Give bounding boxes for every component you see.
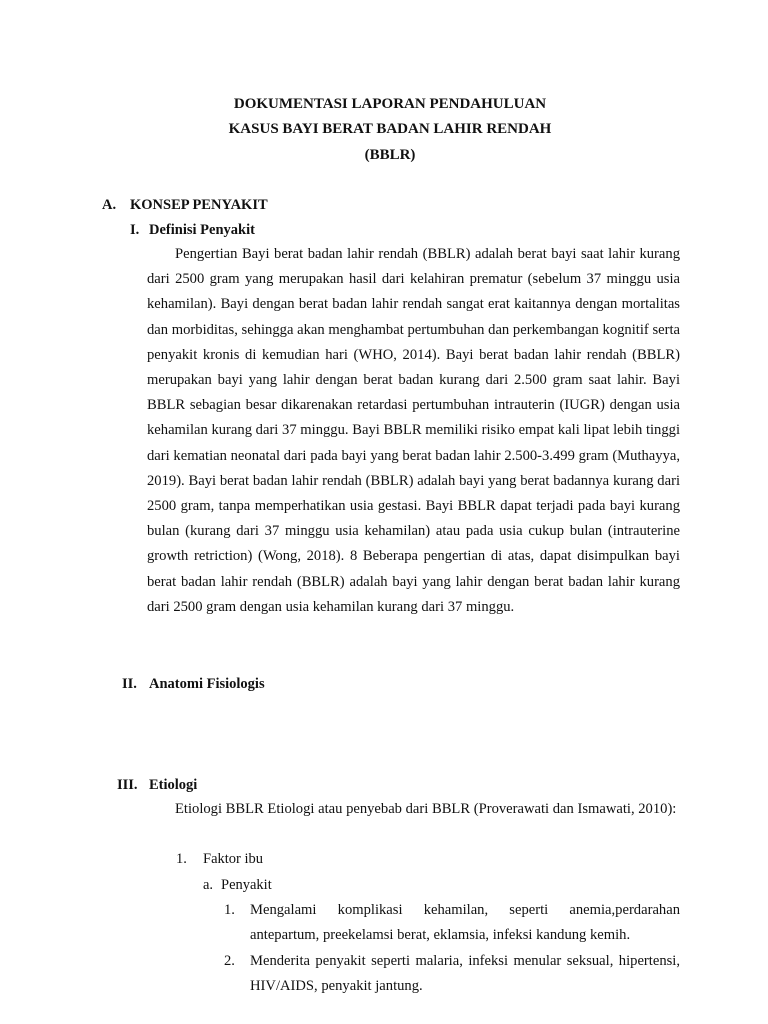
point-2-marker: 2. [224, 953, 235, 969]
subsection-3-title: Etiologi [149, 777, 198, 793]
document-title-line-3: (BBLR) [364, 147, 416, 163]
list-item-1-marker: 1. [176, 851, 187, 867]
subsection-2-title: Anatomi Fisiologis [149, 676, 265, 692]
section-a-marker: A. [102, 197, 117, 213]
point-2-text: Menderita penyakit seperti malaria, infeksi menular seksual, hipertensi, HIV/AIDS, penyakit jantung. [250, 953, 680, 994]
list-item-a-label: Penyakit [221, 877, 272, 893]
definition-paragraph: Pengertian Bayi berat badan lahir rendah (BBLR) adalah berat bayi saat lahir kurang dari 2500 gram yang merupakan hasil dari kelahiran prematur (sebelum 37 minggu usia kehamilan). Bayi dengan berat badan lahir rendah sangat erat kaitannya dengan mortalitas dan morbiditas, sehingga akan menghambat pertumbuhan dan perkembangan kognitif serta penyakit kronis di kemudian hari (WHO, 2014). Bayi berat badan lahir rendah (BBLR) merupakan bayi yang lahir dengan berat badan kurang dari 2.500 gram saat lahir. Bayi BBLR sebagian besar dikarenakan retardasi pertumbuhan intrauterin (IUGR) dengan usia kehamilan kurang dari 37 minggu. Bayi BBLR memiliki risiko empat kali lipat lebih tinggi dari kematian neonatal dari pada bayi yang berat badan lahir 2.500-3.499 gram (Muthayya, 2019). Bayi berat badan lahir rendah (BBLR) adalah bayi yang berat badannya kurang dari 2500 gram, tanpa memperhatikan usia gestasi. Bayi BBLR dapat terjadi pada bayi kurang bulan (kurang dari 37 minggu usia kehamilan) atau pada usia cukup bulan (intrauterine growth retriction) (Wong, 2018). 8 Beberapa pengertian di atas, dapat disimpulkan bayi berat badan lahir rendah (BBLR) adalah bayi yang lahir dengan berat badan lahir kurang dari 2500 gram dengan usia kehamilan kurang dari 37 minggu. [147, 246, 680, 615]
etiology-paragraph: Etiologi BBLR Etiologi atau penyebab dari BBLR (Proverawati dan Ismawati, 2010): [175, 801, 677, 817]
subsection-3-marker: III. [117, 777, 138, 793]
document-title-line-1: DOKUMENTASI LAPORAN PENDAHULUAN [233, 96, 547, 112]
document-title-line-2: KASUS BAYI BERAT BADAN LAHIR RENDAH [228, 121, 552, 137]
subsection-1-title: Definisi Penyakit [149, 222, 255, 238]
list-item-a-marker: a. [203, 877, 214, 893]
subsection-2-marker: II. [122, 676, 137, 692]
subsection-1-marker: I. [130, 222, 140, 238]
section-a-title: KONSEP PENYAKIT [130, 197, 268, 213]
list-item-1-label: Faktor ibu [203, 851, 264, 867]
point-1-marker: 1. [224, 902, 235, 918]
point-1-text: Mengalami komplikasi kehamilan, seperti anemia,perdarahan antepartum, preekelamsi berat, eklamsia, infeksi kandung kemih. [250, 902, 680, 943]
